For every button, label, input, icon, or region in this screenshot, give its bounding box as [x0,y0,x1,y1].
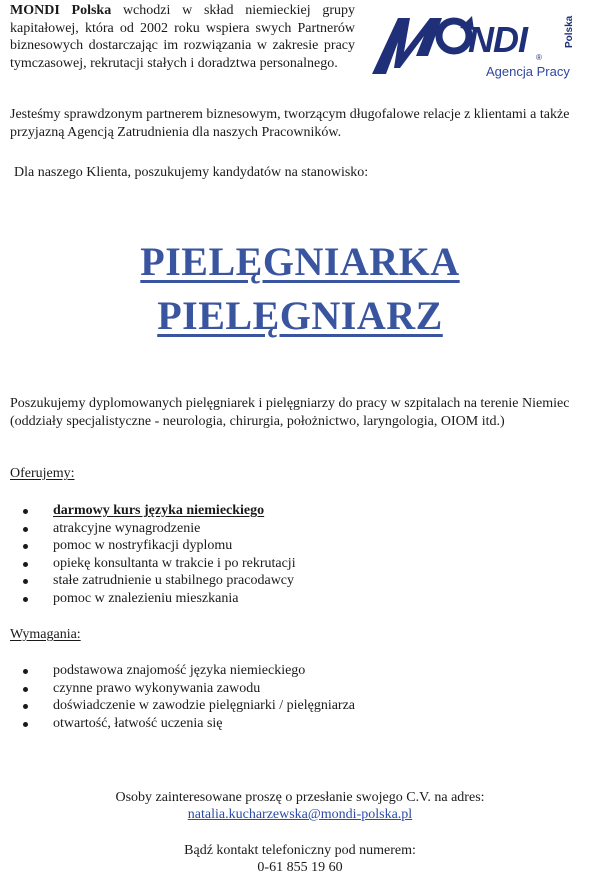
list-item: pomoc w znalezieniu mieszkania [18,590,296,608]
logo-country: Polska [564,15,575,48]
logo-registered: ® [536,53,542,62]
list-item: stałe zatrudnienie u stabilnego pracodawcy [18,572,296,590]
logo-m-mark [372,18,442,74]
seek-paragraph: Poszukujemy dyplomowanych pielęgniarek i pielęgniarzy do pracy w szpitalach na terenie Niemiec (oddziały specjalistyczne - neurologia, chirurgia, położnictwo, laryngologia, OIOM itd.) [10,396,570,429]
cv-instruction: Osoby zainteresowane proszę o przesłanie swojego C.V. na adres: [115,790,485,805]
job-title-female [0,240,600,284]
list-item: czynne prawo wykonywania zawodu [18,680,355,698]
logo-tagline: Agencja Pracy [486,64,570,79]
company-name: MONDI Polska [10,3,112,18]
company-intro [10,2,355,72]
mondi-logo [368,8,588,80]
offer-list [18,502,296,607]
job-title-male [0,294,600,338]
offer-item-highlight: darmowy kurs języka niemieckiego [53,503,265,518]
job-title-male-text: PIELĘGNIARZ [157,293,443,338]
company-intro-text: wchodzi w skład niemieckiej grupy kapitałowej, która od 2002 roku wspiera swych Partnerów biznesowych dostarczając im rozwiązania w zakresie pracy tymczasowej, rekrutacji stałych i doradztwa personalnego. [10,3,355,71]
list-item: pomoc w nostryfikacji dyplomu [18,537,296,555]
list-item: otwartość, łatwość uczenia się [18,715,355,733]
list-item: doświadczenie w zawodzie pielęgniarki / pielęgniarza [18,697,355,715]
offer-heading: Oferujemy: [10,466,75,481]
list-item: podstawowa znajomość języka niemieckiego [18,662,355,680]
phone-instruction: Bądź kontakt telefoniczny pod numerem: [184,843,416,858]
mondi-logo-graphic [368,8,588,80]
client-paragraph: Dla naszego Klienta, poszukujemy kandydatów na stanowisko: [14,165,369,180]
phone-number: 0-61 855 19 60 [257,860,343,875]
requirements-heading: Wymagania: [10,627,81,642]
list-item: atrakcyjne wynagrodzenie [18,520,296,538]
requirements-list [18,662,355,732]
email-link[interactable]: natalia.kucharzewska@mondi-polska.pl [187,807,413,822]
list-item: opiekę konsultanta w trakcie i po rekrutacji [18,555,296,573]
list-item [18,502,296,520]
partner-paragraph: Jesteśmy sprawdzonym partnerem biznesowym, tworzącym długofalowe relacje z klientami a także przyjazną Agencją Zatrudnienia dla naszych Pracowników. [10,107,570,140]
job-title-female-text: PIELĘGNIARKA [140,239,460,284]
logo-brand-text: NDI [468,19,527,60]
